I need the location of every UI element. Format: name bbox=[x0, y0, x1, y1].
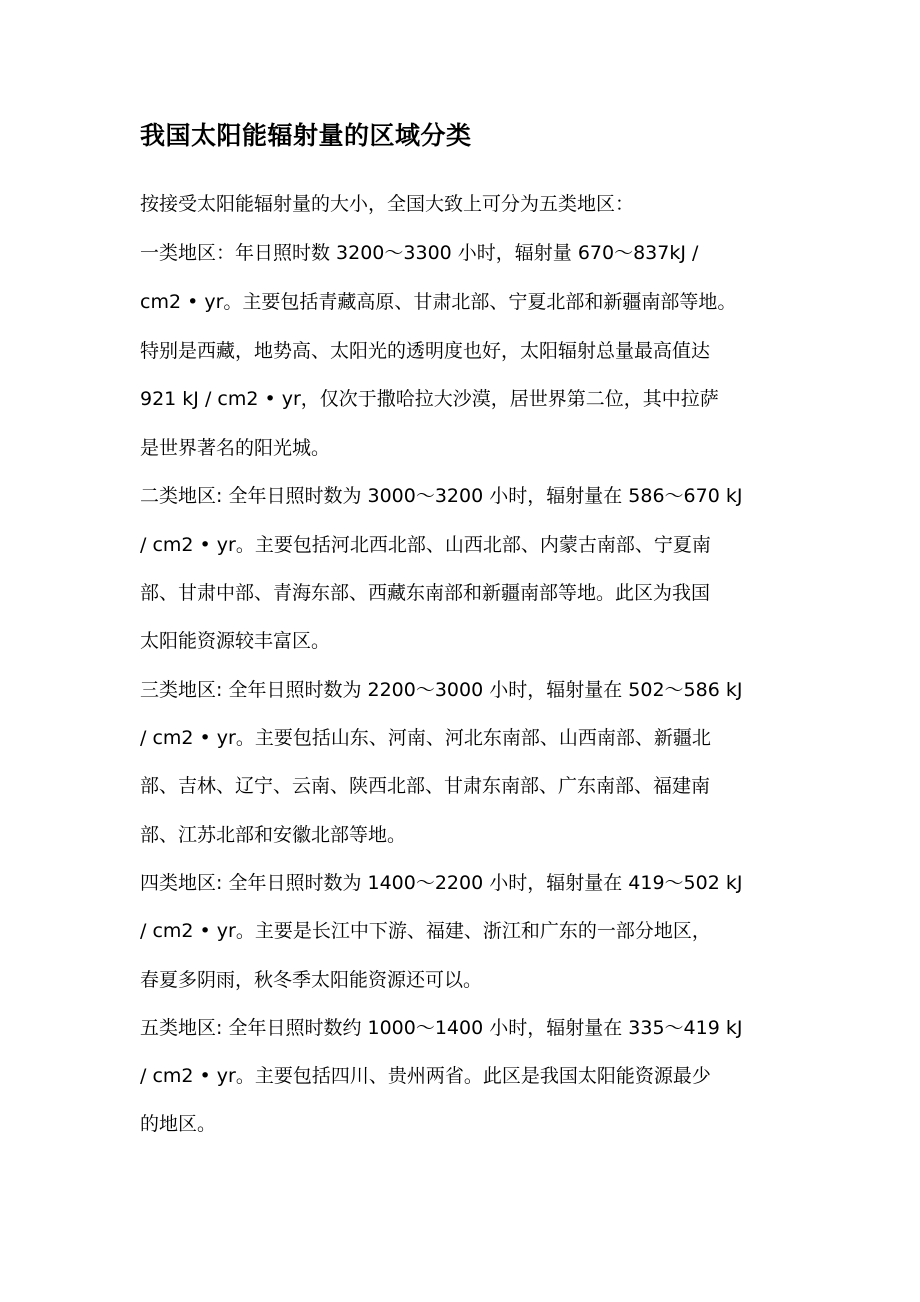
body-line: cm2 • yr。主要包括青藏高原、甘肃北部、宁夏北部和新疆南部等地。 bbox=[140, 291, 737, 313]
body-line: 部、江苏北部和安徽北部等地。 bbox=[140, 824, 407, 846]
body-line: 三类地区: 全年日照时数为 2200～3000 小时，辐射量在 502～586 kJ bbox=[140, 679, 743, 701]
body-line: 特别是西藏，地势高、太阳光的透明度也好，太阳辐射总量最高值达 bbox=[140, 340, 711, 362]
body-line: 春夏多阴雨，秋冬季太阳能资源还可以。 bbox=[140, 969, 483, 991]
body-line: 太阳能资源较丰富区。 bbox=[140, 630, 331, 652]
body-line: / cm2 • yr。主要包括河北西北部、山西北部、内蒙古南部、宁夏南 bbox=[140, 534, 711, 556]
document-title: 我国太阳能辐射量的区域分类 bbox=[140, 121, 472, 150]
body-line: 一类地区：年日照时数 3200～3300 小时，辐射量 670～837kJ / bbox=[140, 242, 699, 264]
body-line: 部、甘肃中部、青海东部、西藏东南部和新疆南部等地。此区为我国 bbox=[140, 582, 711, 604]
body-line: / cm2 • yr。主要包括山东、河南、河北东南部、山西南部、新疆北 bbox=[140, 727, 711, 749]
body-line: 的地区。 bbox=[140, 1113, 217, 1135]
body-line: 五类地区: 全年日照时数约 1000～1400 小时，辐射量在 335～419 kJ bbox=[140, 1017, 743, 1039]
body-line: / cm2 • yr。主要包括四川、贵州两省。此区是我国太阳能资源最少 bbox=[140, 1065, 711, 1087]
body-line: 部、吉林、辽宁、云南、陕西北部、甘肃东南部、广东南部、福建南 bbox=[140, 775, 711, 797]
body-line: 是世界著名的阳光城。 bbox=[140, 437, 331, 459]
intro-line: 按接受太阳能辐射量的大小，全国大致上可分为五类地区： bbox=[140, 193, 635, 215]
body-line: / cm2 • yr。主要是长江中下游、福建、浙江和广东的一部分地区， bbox=[140, 920, 711, 942]
body-line: 四类地区: 全年日照时数为 1400～2200 小时，辐射量在 419～502 kJ bbox=[140, 872, 743, 894]
body-line: 921 kJ / cm2 • yr，仅次于撒哈拉大沙漠，居世界第二位，其中拉萨 bbox=[140, 388, 719, 410]
body-line: 二类地区: 全年日照时数为 3000～3200 小时，辐射量在 586～670 kJ bbox=[140, 485, 743, 507]
